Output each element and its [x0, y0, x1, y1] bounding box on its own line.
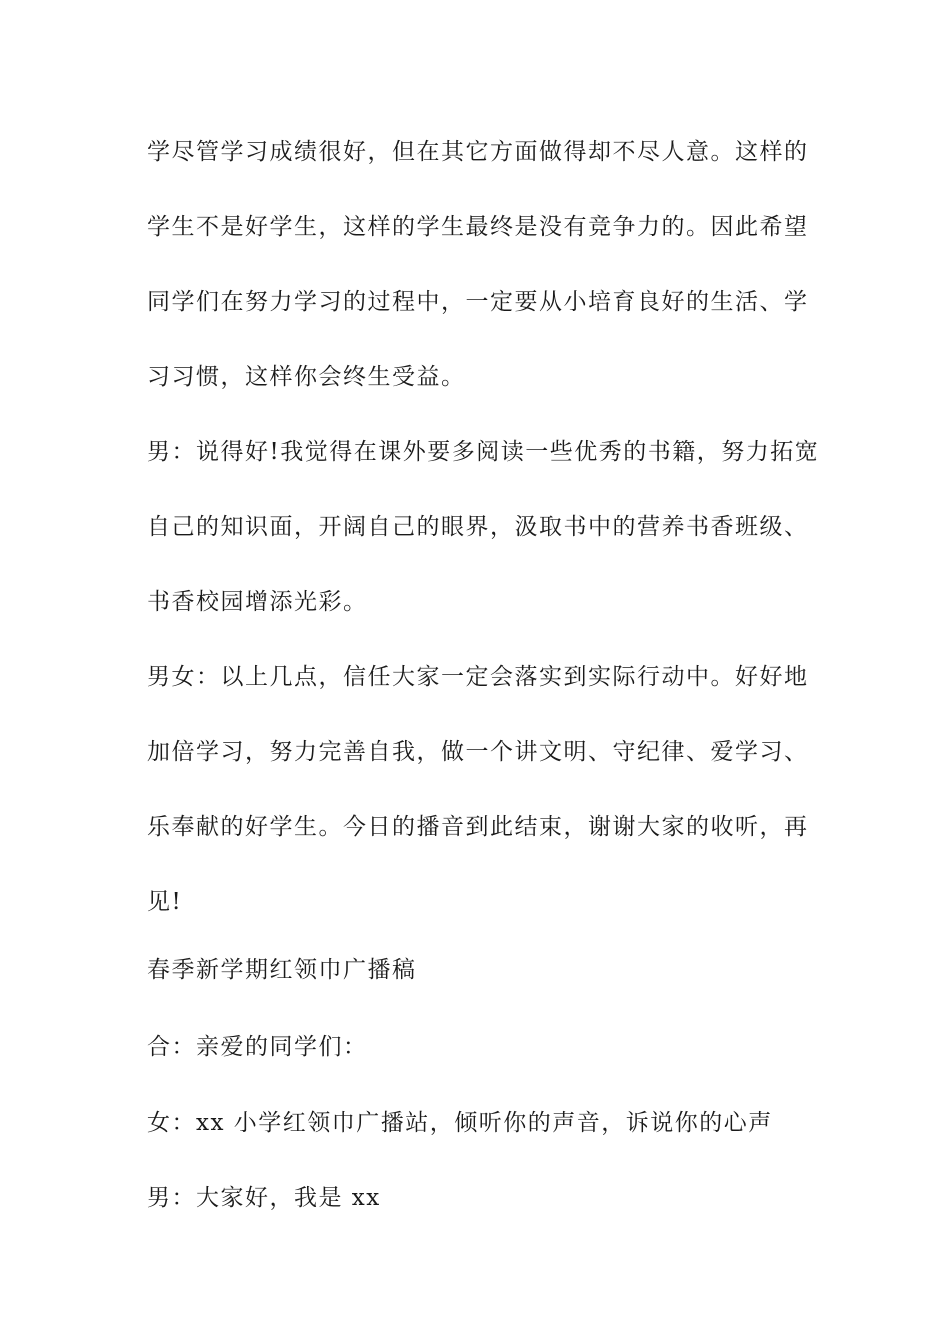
paragraph-line: 学生不是好学生，这样的学生最终是没有竞争力的。因此希望 [147, 214, 809, 240]
section-title: 春季新学期红领巾广播稿 [147, 957, 417, 983]
paragraph-line: 合：亲爱的同学们： [147, 1034, 368, 1060]
paragraph-line: 乐奉献的好学生。今日的播音到此结束，谢谢大家的收听，再 [147, 814, 809, 840]
paragraph-line: 学尽管学习成绩很好，但在其它方面做得却不尽人意。这样的 [147, 139, 809, 165]
paragraph-line: 同学们在努力学习的过程中，一定要从小培育良好的生活、学 [147, 289, 809, 315]
paragraph-line: 男女：以上几点，信任大家一定会落实到实际行动中。好好地 [147, 664, 809, 690]
paragraph-line: 男：说得好!我觉得在课外要多阅读一些优秀的书籍，努力拓宽 [147, 439, 820, 465]
paragraph-line: 习习惯，这样你会终生受益。 [147, 364, 466, 390]
paragraph-line: 自己的知识面，开阔自己的眼界，汲取书中的营养书香班级、 [147, 514, 809, 540]
paragraph-line: 见! [147, 889, 183, 915]
paragraph-line: 书香校园增添光彩。 [147, 589, 368, 615]
paragraph-line: 女：xx 小学红领巾广播站，倾听你的声音，诉说你的心声 [147, 1110, 773, 1136]
paragraph-line: 男：大家好，我是 xx [147, 1185, 381, 1211]
paragraph-line: 加倍学习，努力完善自我，做一个讲文明、守纪律、爱学习、 [147, 739, 809, 765]
